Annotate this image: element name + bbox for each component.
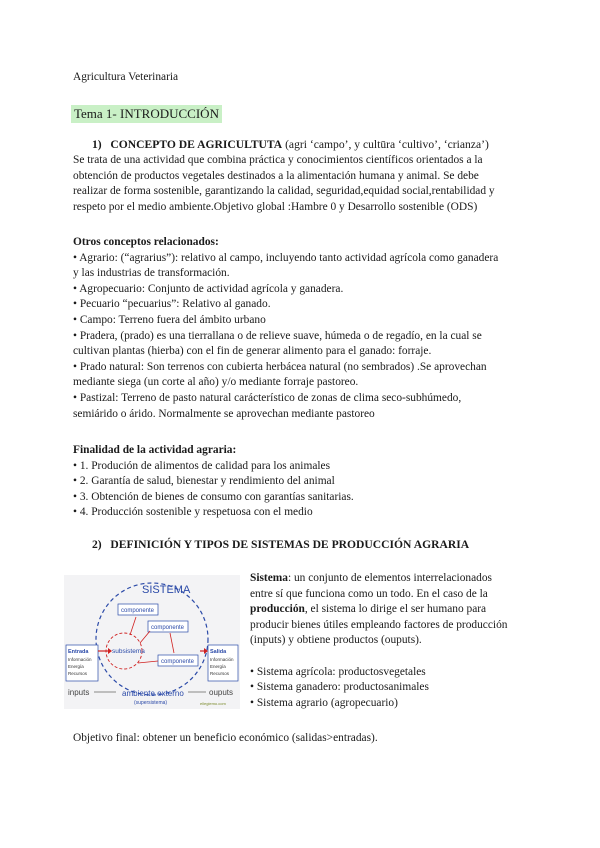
section1-number: 1) (92, 138, 102, 151)
entrada-item: Información (68, 657, 92, 662)
finalidad-title: Finalidad de la actividad agraria: (73, 444, 237, 456)
paragraph-line: obtención de productos vegetales destinados a la alimentación humana y animal. Se debe (73, 169, 479, 182)
sistema-line1: : un conjunto de elementos interrelacionados (287, 572, 492, 584)
diagram-title: SISTEMA (142, 584, 191, 596)
salida-item: Energía (210, 664, 226, 669)
salida-item: Información (210, 657, 234, 662)
document-header: Agricultura Veterinaria (73, 71, 179, 83)
component-label: componente (121, 608, 155, 614)
section1-etymology: (agri ‘campo’, y cultūra ‘cultivo’, ‘crianza’) (282, 138, 489, 151)
list-line: • Pastizal: Terreno de pasto natural carácterístico de zonas de clima seco-subhúmedo, (73, 391, 462, 404)
supersistema-label: (supersistema) (134, 700, 168, 706)
sistema-term: Sistema (250, 572, 288, 584)
sistema-definition (250, 571, 532, 711)
section1-title: CONCEPTO DE AGRICULTUTA (110, 138, 283, 151)
list-line: cultivan plantas (hierba) con el fin de generar alimento para el ganado: forraje. (73, 345, 432, 358)
sistema-type: • Sistema agrario (agropecuario) (250, 696, 398, 709)
list-item: • 2. Garantía de salud, bienestar y rendimiento del animal (73, 475, 335, 488)
otros-title: Otros conceptos relacionados: (73, 236, 219, 248)
tema-title: Tema 1- INTRODUCCIÓN (71, 105, 222, 123)
list-line: semiárido o árido. Normalmente se aprovechan mediante pastoreo (73, 407, 375, 420)
diagram-watermark: ellegiemo.com (200, 701, 226, 706)
salida-item: Recursos (210, 671, 230, 676)
paragraph-line: realizar de forma sostenible, garantizando la calidad, seguridad,equidad social,rentabilidad y (73, 185, 495, 198)
list-item: • 4. Producción sostenible y respetuosa con el medio (73, 506, 313, 519)
system-diagram-svg (64, 575, 240, 709)
section1-heading (92, 137, 489, 153)
sistema-line4: producir bienes útiles empleando factores de producción (250, 618, 508, 631)
entrada-label: Entrada (68, 649, 89, 655)
list-line: • Campo: Terreno fuera del ámbito urbano (73, 313, 266, 326)
component-label: componente (151, 625, 185, 631)
sistema-type: • Sistema ganadero: productosanimales (250, 681, 429, 694)
ambiente-label: ambiente externo (122, 689, 184, 698)
list-item: • 3. Obtención de bienes de consumo con garantías sanitarias. (73, 490, 354, 503)
subsystem-label: subsistema (112, 648, 145, 655)
list-item: • 1. Produción de alimentos de calidad para los animales (73, 459, 331, 472)
component-label: componente (161, 659, 195, 665)
ouputs-label: ouputs (209, 688, 234, 697)
section1-paragraph (73, 153, 533, 215)
inputs-label: inputs (68, 688, 90, 697)
salida-label: Salida (210, 649, 227, 655)
list-line: y las industrias de transformación. (73, 267, 230, 280)
system-diagram (64, 575, 240, 709)
finalidad-section (73, 443, 354, 521)
sistema-line5: (inputs) y obtiene productos (ouputs). (250, 634, 422, 647)
section2-heading (92, 538, 469, 551)
produccion-term: producción (250, 603, 305, 616)
objetivo-final: Objetivo final: obtener un beneficio económico (salidas>entradas). (73, 732, 378, 744)
entrada-item: Recursos (68, 671, 88, 676)
entrada-item: Energía (68, 664, 84, 669)
paragraph-line: respeto por el medio ambiente.Objetivo global :Hambre 0 y Desarrollo sostenible (ODS) (73, 200, 478, 213)
list-line: • Pecuario “pecuarius”: Relativo al ganado. (73, 298, 271, 311)
paragraph-line: Se trata de una actividad que combina práctica y conocimientos científicos orientados a la (73, 154, 483, 166)
list-line: • Prado natural: Son terrenos con cubierta herbácea natural (no sembrados) .Se aprovechan (73, 360, 487, 373)
sistema-type: • Sistema agrícola: productosvegetales (250, 665, 426, 678)
list-line: • Agrario: (“agrarius”): relativo al campo, incluyendo tanto actividad agrícola como ganadera (73, 251, 499, 264)
section2-title: DEFINICIÓN Y TIPOS DE SISTEMAS DE PRODUCCIÓN AGRARIA (110, 538, 470, 551)
list-line: • Pradera, (prado) es una tierrallana o de relieve suave, húmeda o de regadío, en la cual se (73, 329, 482, 342)
sistema-line2: entre sí que funciona como un todo. En el caso de la (250, 587, 488, 600)
list-line: mediante siega (un corte al año) y/o mediante forraje pastoreo. (73, 376, 359, 389)
otros-conceptos (73, 235, 498, 422)
list-line: • Agropecuario: Conjunto de actividad agrícola y ganadera. (73, 282, 344, 295)
section2-number: 2) (92, 538, 102, 551)
sistema-line3: , el sistema lo dirige el ser humano para (304, 603, 487, 616)
